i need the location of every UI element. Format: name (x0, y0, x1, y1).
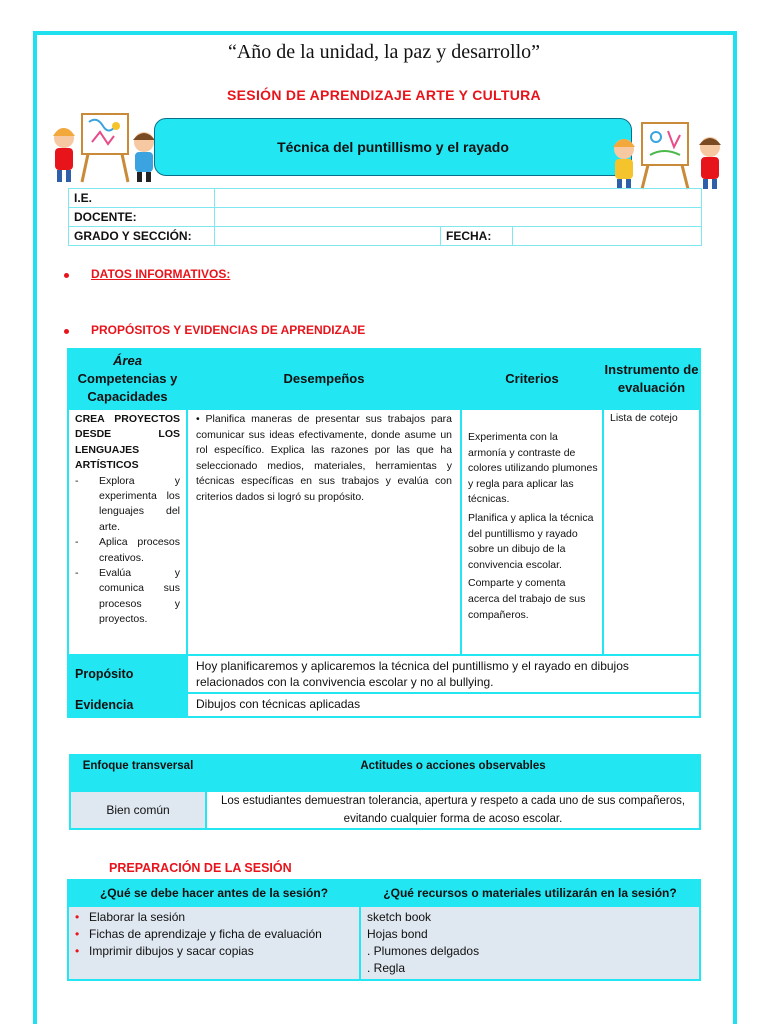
antes-item: • Fichas de aprendizaje y ficha de evaluación (75, 926, 353, 943)
enfoque-label: Bien común (70, 791, 206, 829)
docente-field[interactable] (215, 208, 702, 227)
fecha-label: FECHA: (441, 227, 513, 246)
propositos-heading: PROPÓSITOS Y EVIDENCIAS DE APRENDIZAJE (91, 323, 366, 337)
header-area-competencias (68, 349, 187, 409)
actitudes-text: Los estudiantes demuestran tolerancia, apertura y respeto a cada uno de sus compañeros, evitando cualquier forma de acoso escolar. (206, 791, 700, 829)
recurso-item: sketch book (367, 910, 432, 924)
year-motto: “Año de la unidad, la paz y desarrollo” (227, 41, 541, 63)
competencia-title: CREA PROYECTOS DESDE LOS LENGUAJES ARTÍSTICOS (75, 413, 180, 472)
recurso-item: Hojas bond (367, 927, 428, 941)
criterios-cell (461, 409, 603, 655)
recurso-item: . Plumones delgados (367, 944, 480, 958)
recursos-cell (360, 906, 700, 980)
header-competencias: Competencias y Capacidades (77, 371, 178, 404)
capacidad-item: - Explora y experimenta los lenguajes del arte. (75, 474, 180, 536)
antes-cell (68, 906, 360, 980)
fecha-field[interactable] (513, 227, 702, 246)
session-title: SESIÓN DE APRENDIZAJE ARTE Y CULTURA (227, 87, 541, 103)
header-desempenos: Desempeños (187, 349, 461, 409)
header-criterios: Criterios (461, 349, 603, 409)
docente-label: DOCENTE: (69, 208, 215, 227)
recursos-header: ¿Qué recursos o materiales utilizarán en la sesión? (360, 880, 700, 906)
kids-painting-illustration-right (606, 121, 728, 191)
ie-label: I.E. (69, 189, 215, 208)
preparacion-heading: PREPARACIÓN DE LA SESIÓN (109, 861, 292, 875)
ie-field[interactable] (215, 189, 702, 208)
actitudes-header: Actitudes o acciones observables (206, 755, 700, 791)
enfoque-table (69, 754, 701, 830)
capacidad-item: - Evalúa y comunica sus procesos y proyectos. (75, 566, 180, 628)
grado-field[interactable] (215, 227, 441, 246)
bullet-datos (64, 273, 69, 278)
topic-banner (154, 118, 632, 176)
proposito-text: Hoy planificaremos y aplicaremos la técnica del puntillismo y el rayado en dibujos relacionados con la convivencia escolar y no al bullying. (187, 655, 700, 693)
competencias-cell (68, 409, 187, 655)
kids-painting-illustration-left (44, 112, 162, 184)
propositos-table (67, 348, 701, 718)
proposito-label: Propósito (68, 655, 187, 693)
header-area: Área (113, 353, 142, 368)
datos-informativos-heading: DATOS INFORMATIVOS: (91, 267, 231, 281)
antes-item: • Imprimir dibujos y sacar copias (75, 943, 353, 960)
topic-title: Técnica del puntillismo y el rayado (277, 139, 509, 155)
antes-header: ¿Qué se debe hacer antes de la sesión? (68, 880, 360, 906)
capacidades-list (75, 474, 180, 628)
recursos-list (367, 909, 693, 977)
capacidad-item: - Aplica procesos creativos. (75, 535, 180, 566)
grado-label: GRADO Y SECCIÓN: (69, 227, 215, 246)
desempeno-cell: • Planifica maneras de presentar sus trabajos para comunicar sus ideas efectivamente, donde asume un rol específico. Explica las razones por las que ha seleccionado medios, materiales, herramientas y técnicas específicas en sus trabajos y evalúa con criterios dados si logró su propósito. (187, 409, 461, 655)
evidencia-label: Evidencia (68, 693, 187, 717)
criterio-item: Comparte y comenta acerca del trabajo de sus compañeros. (468, 577, 586, 621)
preparacion-table (67, 879, 701, 981)
antes-item: • Elaborar la sesión (75, 909, 353, 926)
header-instrumento: Instrumento de evaluación (603, 349, 700, 409)
info-table (68, 188, 702, 246)
instrumento-cell: Lista de cotejo (603, 409, 700, 655)
criterio-item: Planifica y aplica la técnica del puntillismo y rayado sobre un dibujo de la convivencia escolar. (468, 511, 594, 571)
enfoque-header: Enfoque transversal (70, 755, 206, 791)
recurso-item: . Regla (367, 961, 406, 975)
antes-list (75, 909, 353, 960)
evidencia-text: Dibujos con técnicas aplicadas (187, 693, 700, 717)
bullet-propositos (64, 329, 69, 334)
criterio-item: Experimenta con la armonía y contraste de colores utilizando plumones y regla para aplicar las técnicas. (468, 431, 598, 506)
